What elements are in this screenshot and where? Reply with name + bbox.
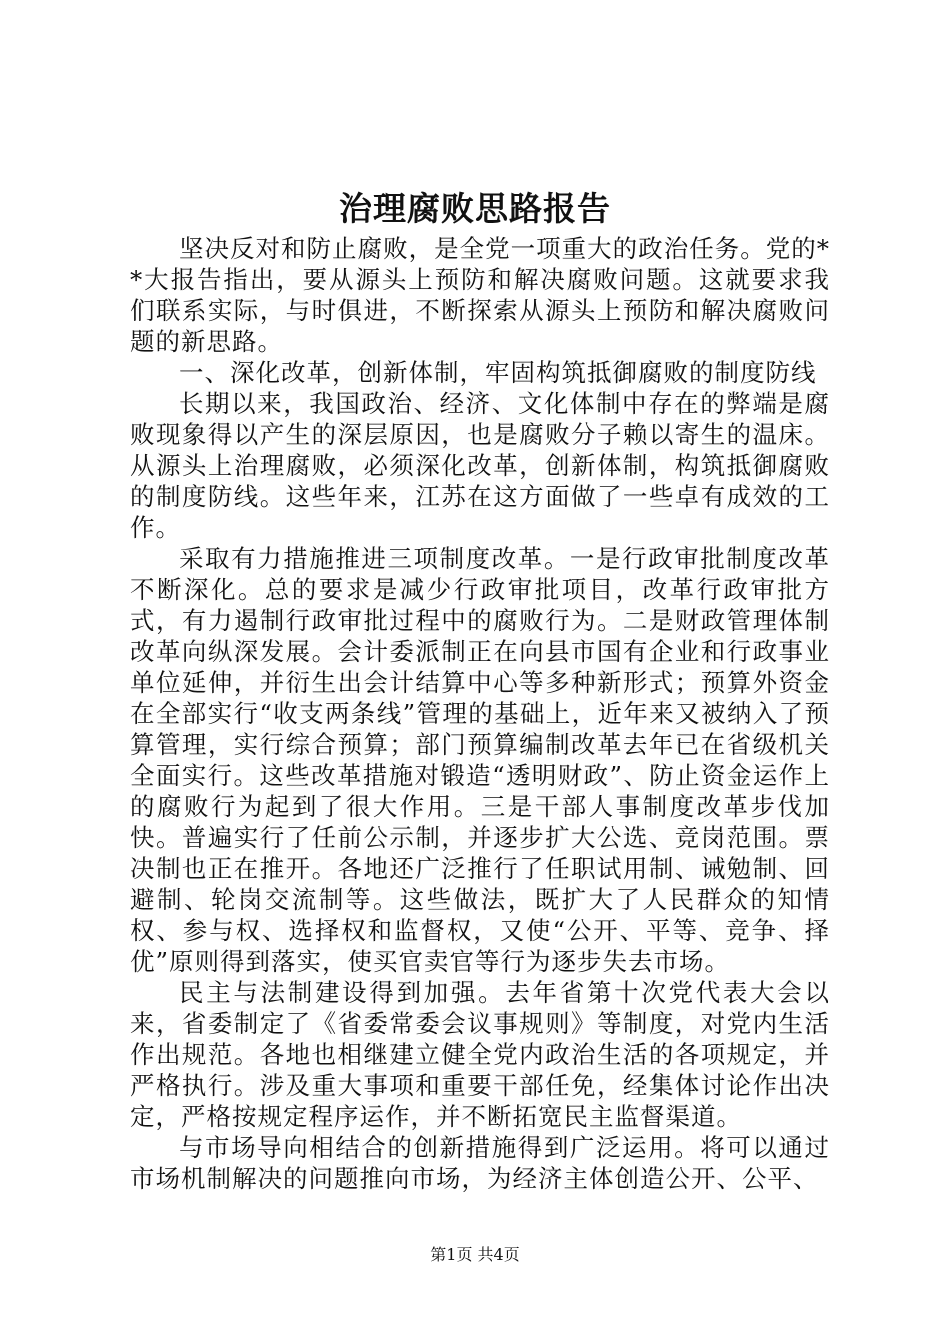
paragraph-intro: 坚决反对和防止腐败，是全党一项重大的政治任务。党的**大报告指出，要从源头上预防和解决腐败问题。这就要求我们联系实际，与时俱进，不断探索从源头上预防和解决腐败问题的新思路。 [130, 234, 830, 356]
page-number-footer: 第1页 共4页 [430, 1245, 520, 1264]
document-title: 治理腐败思路报告 [339, 189, 611, 228]
paragraph-three-reforms: 采取有力措施推进三项制度改革。一是行政审批制度改革不断深化。总的要求是减少行政审批项目，改革行政审批方式，有力遏制行政审批过程中的腐败行为。二是财政管理体制改革向纵深发展。会计委派制正在向县市国有企业和行政事业单位延伸，并衍生出会计结算中心等多种新形式；预算外资金在全部实行“收支两条线”管理的基础上，近年来又被纳入了预算管理，实行综合预算；部门预算编制改革去年已在省级机关全面实行。这些改革措施对锻造“透明财政”、防止资金运作上的腐败行为起到了很大作用。三是干部人事制度改革步伐加快。普遍实行了任前公示制，并逐步扩大公选、竞岗范围。票决制也正在推开。各地还广泛推行了任职试用制、诫勉制、回避制、轮岗交流制等。这些做法，既扩大了人民群众的知情权、参与权、选择权和监督权，又使“公开、平等、竞争、择优”原则得到落实，使买官卖官等行为逐步失去市场。 [130, 544, 830, 976]
paragraph-market-measures: 与市场导向相结合的创新措施得到广泛运用。将可以通过市场机制解决的问题推向市场，为经济主体创造公开、公平、 [130, 1133, 830, 1193]
section-heading-1: 一、深化改革，创新体制，牢固构筑抵御腐败的制度防线 [179, 358, 817, 387]
paragraph-background: 长期以来，我国政治、经济、文化体制中存在的弊端是腐败现象得以产生的深层原因，也是腐败分子赖以寄生的温床。从源头上治理腐败，必须深化改革，创新体制，构筑抵御腐败的制度防线。这些年来，江苏在这方面做了一些卓有成效的工作。 [130, 389, 830, 542]
paragraph-democracy-law: 民主与法制建设得到加强。去年省第十次党代表大会以来，省委制定了《省委常委会议事规则》等制度，对党内生活作出规范。各地也相继建立健全党内政治生活的各项规定，并严格执行。涉及重大事项和重要干部任免，经集体讨论作出决定，严格按规定程序运作，并不断拓宽民主监督渠道。 [130, 978, 830, 1131]
document-body [130, 233, 830, 1194]
